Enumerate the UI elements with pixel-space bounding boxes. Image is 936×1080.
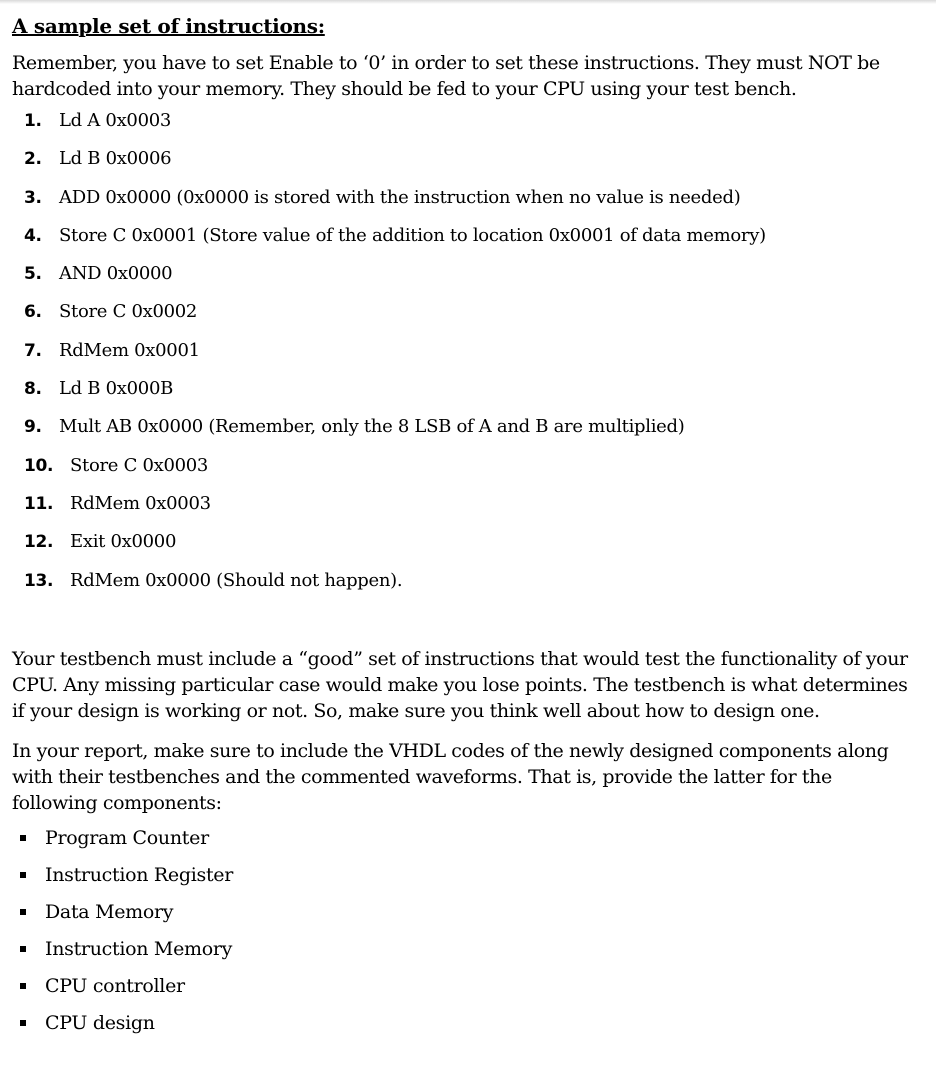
item-text: Ld B 0x0006	[59, 148, 172, 170]
item-number: 2.	[24, 149, 42, 170]
list-item	[12, 931, 912, 968]
top-edge-shadow	[0, 0, 936, 4]
list-item	[12, 968, 912, 1005]
square-bullet-icon	[20, 835, 26, 841]
item-text: Instruction Register	[45, 863, 234, 886]
testbench-paragraph: Your testbench must include a “good” set of instructions that would test the functionality of your CPU. Any missing particular case would make you lose points. The testbench is what determines if your design is working or not. So, make sure you think well about how to design one.	[12, 647, 908, 722]
item-text: Instruction Memory	[45, 937, 233, 960]
item-number: 7.	[24, 340, 42, 361]
item-number: 1.	[24, 111, 42, 131]
item-text: Exit 0x0000	[70, 531, 177, 553]
item-text: CPU controller	[45, 974, 185, 997]
square-bullet-icon	[20, 946, 26, 952]
item-text: CPU design	[45, 1011, 155, 1034]
components-list	[12, 820, 912, 1042]
item-number: 11.	[24, 493, 54, 514]
list-item	[12, 562, 912, 600]
list-item	[12, 408, 912, 446]
item-number: 5.	[24, 264, 42, 285]
item-number: 4.	[24, 225, 42, 246]
list-item	[12, 293, 912, 331]
document-page	[12, 12, 912, 1042]
list-item	[12, 102, 912, 140]
list-item	[12, 140, 912, 178]
item-text: Ld A 0x0003	[59, 110, 172, 131]
square-bullet-icon	[20, 909, 26, 915]
item-text: Store C 0x0001 (Store value of the addition to location 0x0001 of data memory)	[59, 224, 766, 246]
item-text: Data Memory	[45, 900, 174, 923]
report-paragraph: In your report, make sure to include the VHDL codes of the newly designed components along with their testbenches and the commented waveforms. That is, provide the latter for the following components:	[12, 739, 889, 814]
square-bullet-icon	[20, 983, 26, 989]
list-item	[12, 857, 912, 894]
item-text: RdMem 0x0000 (Should not happen).	[70, 569, 403, 591]
list-item	[12, 217, 912, 255]
item-number: 10.	[24, 455, 54, 476]
list-item	[12, 255, 912, 293]
item-text: AND 0x0000	[59, 263, 173, 285]
square-bullet-icon	[20, 872, 26, 878]
item-text: RdMem 0x0001	[59, 339, 200, 361]
list-item	[12, 485, 912, 523]
item-text: Ld B 0x000B	[59, 378, 174, 400]
intro-paragraph: Remember, you have to set Enable to ‘0’ in order to set these instructions. They must NOT be hardcoded into your memory. They should be fed to your CPU using your test bench.	[12, 52, 880, 100]
list-item	[12, 179, 912, 217]
list-item	[12, 447, 912, 485]
instruction-list	[12, 102, 912, 600]
section-heading: A sample set of instructions:	[12, 14, 325, 38]
square-bullet-icon	[20, 1020, 26, 1026]
list-item	[12, 820, 912, 857]
list-item	[12, 332, 912, 370]
item-number: 8.	[24, 379, 42, 400]
item-number: 12.	[24, 532, 54, 553]
item-number: 3.	[24, 187, 42, 208]
item-text: ADD 0x0000 (0x0000 is stored with the instruction when no value is needed)	[59, 186, 741, 208]
list-item	[12, 1005, 912, 1042]
list-item	[12, 370, 912, 408]
item-number: 9.	[24, 417, 42, 438]
list-item	[12, 894, 912, 931]
list-item	[12, 523, 912, 561]
item-text: Store C 0x0003	[70, 454, 209, 476]
item-number: 6.	[24, 302, 42, 323]
item-text: RdMem 0x0003	[70, 492, 211, 514]
item-text: Store C 0x0002	[59, 301, 198, 323]
item-text: Mult AB 0x0000 (Remember, only the 8 LSB of A and B are multiplied)	[59, 416, 685, 438]
item-number: 13.	[24, 570, 54, 591]
item-text: Program Counter	[45, 826, 209, 849]
